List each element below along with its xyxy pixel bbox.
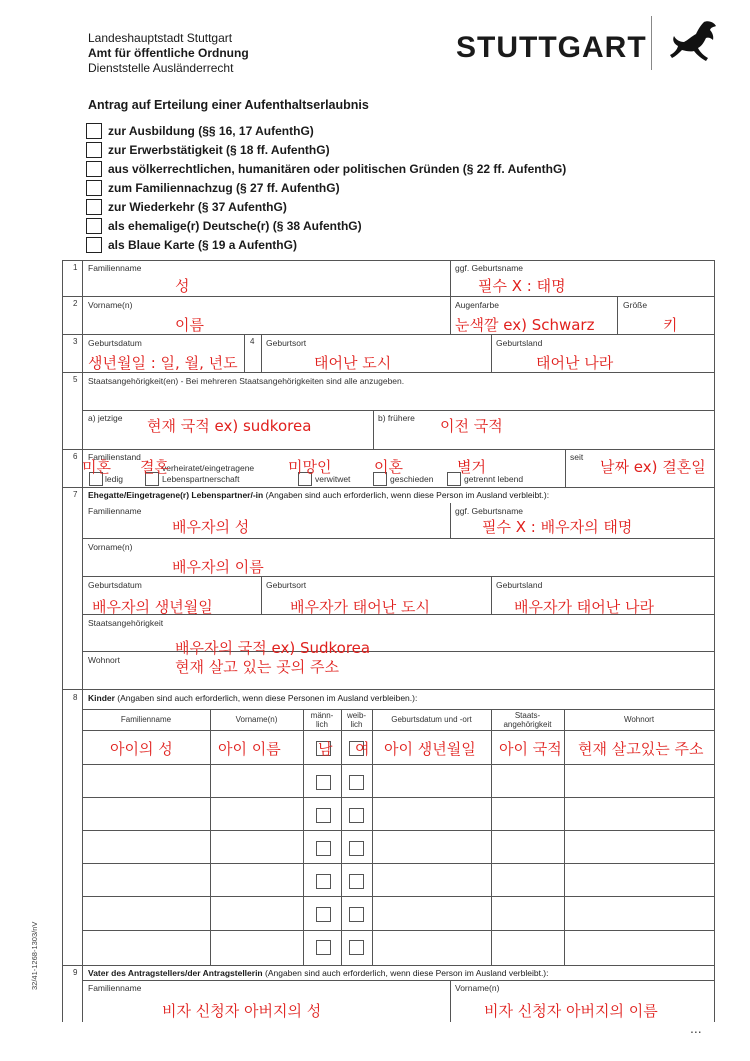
annotation-single[interactable]: 미혼 [82,458,111,476]
annotation-height[interactable]: 키 [663,316,678,334]
field-label-spouse-birth-date: Geburtsdatum [88,580,142,590]
checkbox[interactable] [86,218,102,234]
field-label-since: seit [570,452,584,462]
annotation-child-nationality[interactable]: 아이 국적 [499,740,562,758]
annotation-child-first-name[interactable]: 아이 이름 [218,740,281,758]
column-header-first-name: Vorname(n) [235,715,278,724]
checkbox[interactable] [86,161,102,177]
field-label-spouse-nationality: Staatsangehörigkeit [88,618,164,628]
form-title: Antrag auf Erteilung einer Aufenthaltserlaubnis [88,98,369,112]
grid-line [62,260,63,1022]
grid-line [82,730,715,731]
section-number: 9 [73,968,78,977]
annotation-divorced[interactable]: 이혼 [374,458,403,476]
grid-line [82,896,715,897]
checkbox-male[interactable] [316,808,331,823]
grid-line [62,260,715,261]
grid-line [491,576,492,614]
annotation-since-date[interactable]: 날짜 ex) 결혼일 [600,458,706,476]
grid-line [62,965,715,966]
option-label-divorced: geschieden [390,474,434,484]
grid-line [617,296,618,334]
option-label-partnership: Lebenspartnerschaft [162,474,240,484]
grid-line [82,830,715,831]
field-label-spouse-birth-name: ggf. Geburtsname [455,506,524,516]
field-label-birth-country: Geburtsland [496,338,543,348]
purpose-option[interactable] [86,121,566,140]
section-number: 5 [73,375,78,384]
field-label-spouse-first-name: Vorname(n) [88,542,133,552]
annotation-current-nationality[interactable]: 현재 국적 ex) sudkorea [147,417,312,435]
column-header-female: weib- lich [346,711,367,729]
purpose-label: zur Wiederkehr (§ 37 AufenthG) [108,199,287,214]
logo-divider [651,16,652,70]
checkbox-male[interactable] [316,907,331,922]
column-header-male: männ- lich [310,711,334,729]
annotation-spouse-nationality[interactable]: 배우자의 국적 ex) Sudkorea [175,639,371,657]
annotation-eye-color[interactable]: 눈색깔 ex) Schwarz [455,316,595,334]
annotation-spouse-family-name[interactable]: 배우자의 성 [172,518,250,536]
grid-line [450,980,451,1022]
annotation-widowed[interactable]: 미망인 [288,458,332,476]
checkbox-female[interactable] [349,940,364,955]
annotation-spouse-residence[interactable]: 현재 살고 있는 곳의 주소 [175,658,339,676]
annotation-birth-country[interactable]: 태어난 나라 [536,354,614,372]
field-label-spouse-birth-country: Geburtsland [496,580,543,590]
form-code: 32/41-1268-1303/nV [30,921,39,990]
field-label-marital-status: Familienstand [88,452,141,462]
grid-line [210,709,211,965]
grid-line [244,334,245,372]
grid-line [450,260,451,334]
annotation-spouse-birth-country[interactable]: 배우자가 태어난 나라 [514,598,654,616]
annotation-spouse-birth-date[interactable]: 배우자의 생년월일 [92,598,213,616]
purpose-list [86,121,566,254]
checkbox-female[interactable] [349,808,364,823]
annotation-birth-place[interactable]: 태어난 도시 [314,354,392,372]
section-title-bold: Kinder [88,693,115,703]
purpose-option[interactable] [86,159,566,178]
section-title-note: (Angaben sind auch erforderlich, wenn diese Personen im Ausland verbleiben.): [114,693,418,703]
header-department: Dienststelle Ausländerrecht [88,61,234,75]
checkbox-male[interactable] [316,874,331,889]
field-label-current-nationality: a) jetzige [88,413,123,423]
field-label-birth-name: ggf. Geburtsname [455,263,524,273]
field-label-family-name: Familienname [88,263,142,273]
field-label-spouse-birth-place: Geburtsort [266,580,307,590]
section-title-spouse [88,490,549,500]
checkbox-female[interactable] [349,841,364,856]
purpose-label: zum Familiennachzug (§ 27 ff. AufenthG) [108,180,340,195]
section-number: 4 [250,337,255,346]
header-city: Landeshauptstadt Stuttgart [88,31,233,45]
column-header-nationality: Staats- angehörigkeit [503,711,552,729]
annotation-child-birth[interactable]: 아이 생년월일 [384,740,476,758]
field-label-former-nationality: b) frühere [378,413,415,423]
purpose-option[interactable] [86,197,566,216]
section-number: 2 [73,299,78,308]
annotation-birth-date[interactable]: 생년월일 : 일, 월, 년도 [88,354,238,372]
section-title-children [88,693,417,703]
grid-line [82,410,715,411]
option-label-widowed: verwitwet [315,474,351,484]
annotation-father-first-name[interactable]: 비자 신청자 아버지의 이름 [484,1002,658,1020]
office-header [88,31,249,76]
grid-line [82,260,83,1022]
section-title-note: (Angaben sind auch erforderlich, wenn diese Person im Ausland verbleibt.): [263,490,550,500]
stuttgart-logo-text: STUTTGART [456,31,647,64]
field-label-first-name: Vorname(n) [88,300,133,310]
purpose-label: als Blaue Karte (§ 19 a AufenthG) [108,237,297,252]
purpose-label: aus völkerrechtlichen, humanitären oder politischen Gründen (§ 22 ff. AufenthG) [108,161,567,176]
annotation-child-family-name[interactable]: 아이의 성 [110,740,173,758]
field-label-father-first-name: Vorname(n) [455,983,500,993]
checkbox[interactable] [86,123,102,139]
checkbox[interactable] [86,199,102,215]
checkbox-male[interactable] [316,775,331,790]
section-title-bold: Ehegatte/Eingetragene(r) Lebenspartner/-in [88,490,264,500]
grid-line [82,980,715,981]
field-label-father-family-name: Familienname [88,983,142,993]
grid-line [565,449,566,487]
annotation-father-family-name[interactable]: 비자 신청자 아버지의 성 [162,1002,322,1020]
checkbox-female[interactable] [349,775,364,790]
grid-line [82,538,715,539]
annotation-spouse-first-name[interactable]: 배우자의 이름 [172,558,264,576]
field-label-height: Größe [623,300,648,310]
grid-line [82,797,715,798]
column-header-residence: Wohnort [623,715,655,724]
field-label-nationality: Staatsangehörigkeit(en) - Bei mehreren Staatsangehörigkeiten sind alle anzugeben. [88,376,405,386]
grid-line [341,709,342,965]
section-number: 7 [73,490,78,499]
grid-line [373,410,374,449]
field-label-eye-color: Augenfarbe [455,300,499,310]
field-label-spouse-residence: Wohnort [88,655,120,665]
annotation-child-female[interactable]: 여 [355,740,370,758]
grid-line [82,863,715,864]
horse-crest-icon [664,18,722,66]
option-label-single: ledig [105,474,123,484]
grid-line [82,764,715,765]
grid-line [261,334,262,372]
annotation-child-residence[interactable]: 현재 살고있는 주소 [578,740,704,758]
annotation-former-nationality[interactable]: 이전 국적 [440,417,503,435]
purpose-option[interactable] [86,178,566,197]
section-title-bold: Vater des Antragstellers/der Antragstellerin [88,968,263,978]
grid-line [261,576,262,614]
purpose-label: als ehemalige(r) Deutsche(r) (§ 38 AufenthG) [108,218,362,233]
checkbox[interactable] [86,142,102,158]
section-number: 6 [73,452,78,461]
grid-line [491,709,492,965]
purpose-option[interactable] [86,235,566,254]
grid-line [62,689,715,690]
annotation-separated[interactable]: 별거 [457,458,486,476]
grid-line [564,709,565,965]
annotation-first-name[interactable]: 이름 [175,316,204,334]
annotation-spouse-birth-name[interactable]: 필수 X : 배우자의 태명 [482,518,633,536]
checkbox-female[interactable] [349,874,364,889]
purpose-option[interactable] [86,216,566,235]
section-number: 8 [73,693,78,702]
grid-line [62,487,715,488]
grid-line [62,334,715,335]
grid-line [82,930,715,931]
annotation-birth-name[interactable]: 필수 X : 태명 [478,277,566,295]
option-label-separated: getrennt lebend [464,474,524,484]
purpose-option[interactable] [86,140,566,159]
section-number: 3 [73,337,78,346]
section-title-father [88,968,549,978]
field-label-spouse-family-name: Familienname [88,506,142,516]
grid-line [82,709,715,710]
grid-line [303,709,304,965]
section-title-note: (Angaben sind auch erforderlich, wenn diese Person im Ausland verbleibt.): [262,968,549,978]
grid-line [450,503,451,538]
annotation-child-male[interactable]: 남 [318,740,333,758]
checkbox-male[interactable] [316,841,331,856]
purpose-label: zur Ausbildung (§§ 16, 17 AufenthG) [108,123,314,138]
purpose-label: zur Erwerbstätigkeit (§ 18 ff. AufenthG) [108,142,330,157]
field-label-birth-date: Geburtsdatum [88,338,142,348]
grid-line [491,334,492,372]
field-label-birth-place: Geburtsort [266,338,307,348]
grid-line [714,260,715,1022]
checkbox-female[interactable] [349,907,364,922]
section-number: 1 [73,263,78,272]
annotation-family-name[interactable]: 성 [175,277,190,295]
more-indicator: ... [690,1020,702,1036]
checkbox[interactable] [86,180,102,196]
checkbox-male[interactable] [316,940,331,955]
column-header-family-name: Familienname [120,715,172,724]
column-header-birth-date-place: Geburtsdatum und -ort [391,715,472,724]
grid-line [372,709,373,965]
annotation-married[interactable]: 결혼 [140,458,169,476]
grid-line [62,449,715,450]
checkbox[interactable] [86,237,102,253]
annotation-spouse-birth-place[interactable]: 배우자가 태어난 도시 [290,598,430,616]
header-office: Amt für öffentliche Ordnung [88,46,249,60]
option-label-married: verheiratet/eingetragene [162,463,255,473]
